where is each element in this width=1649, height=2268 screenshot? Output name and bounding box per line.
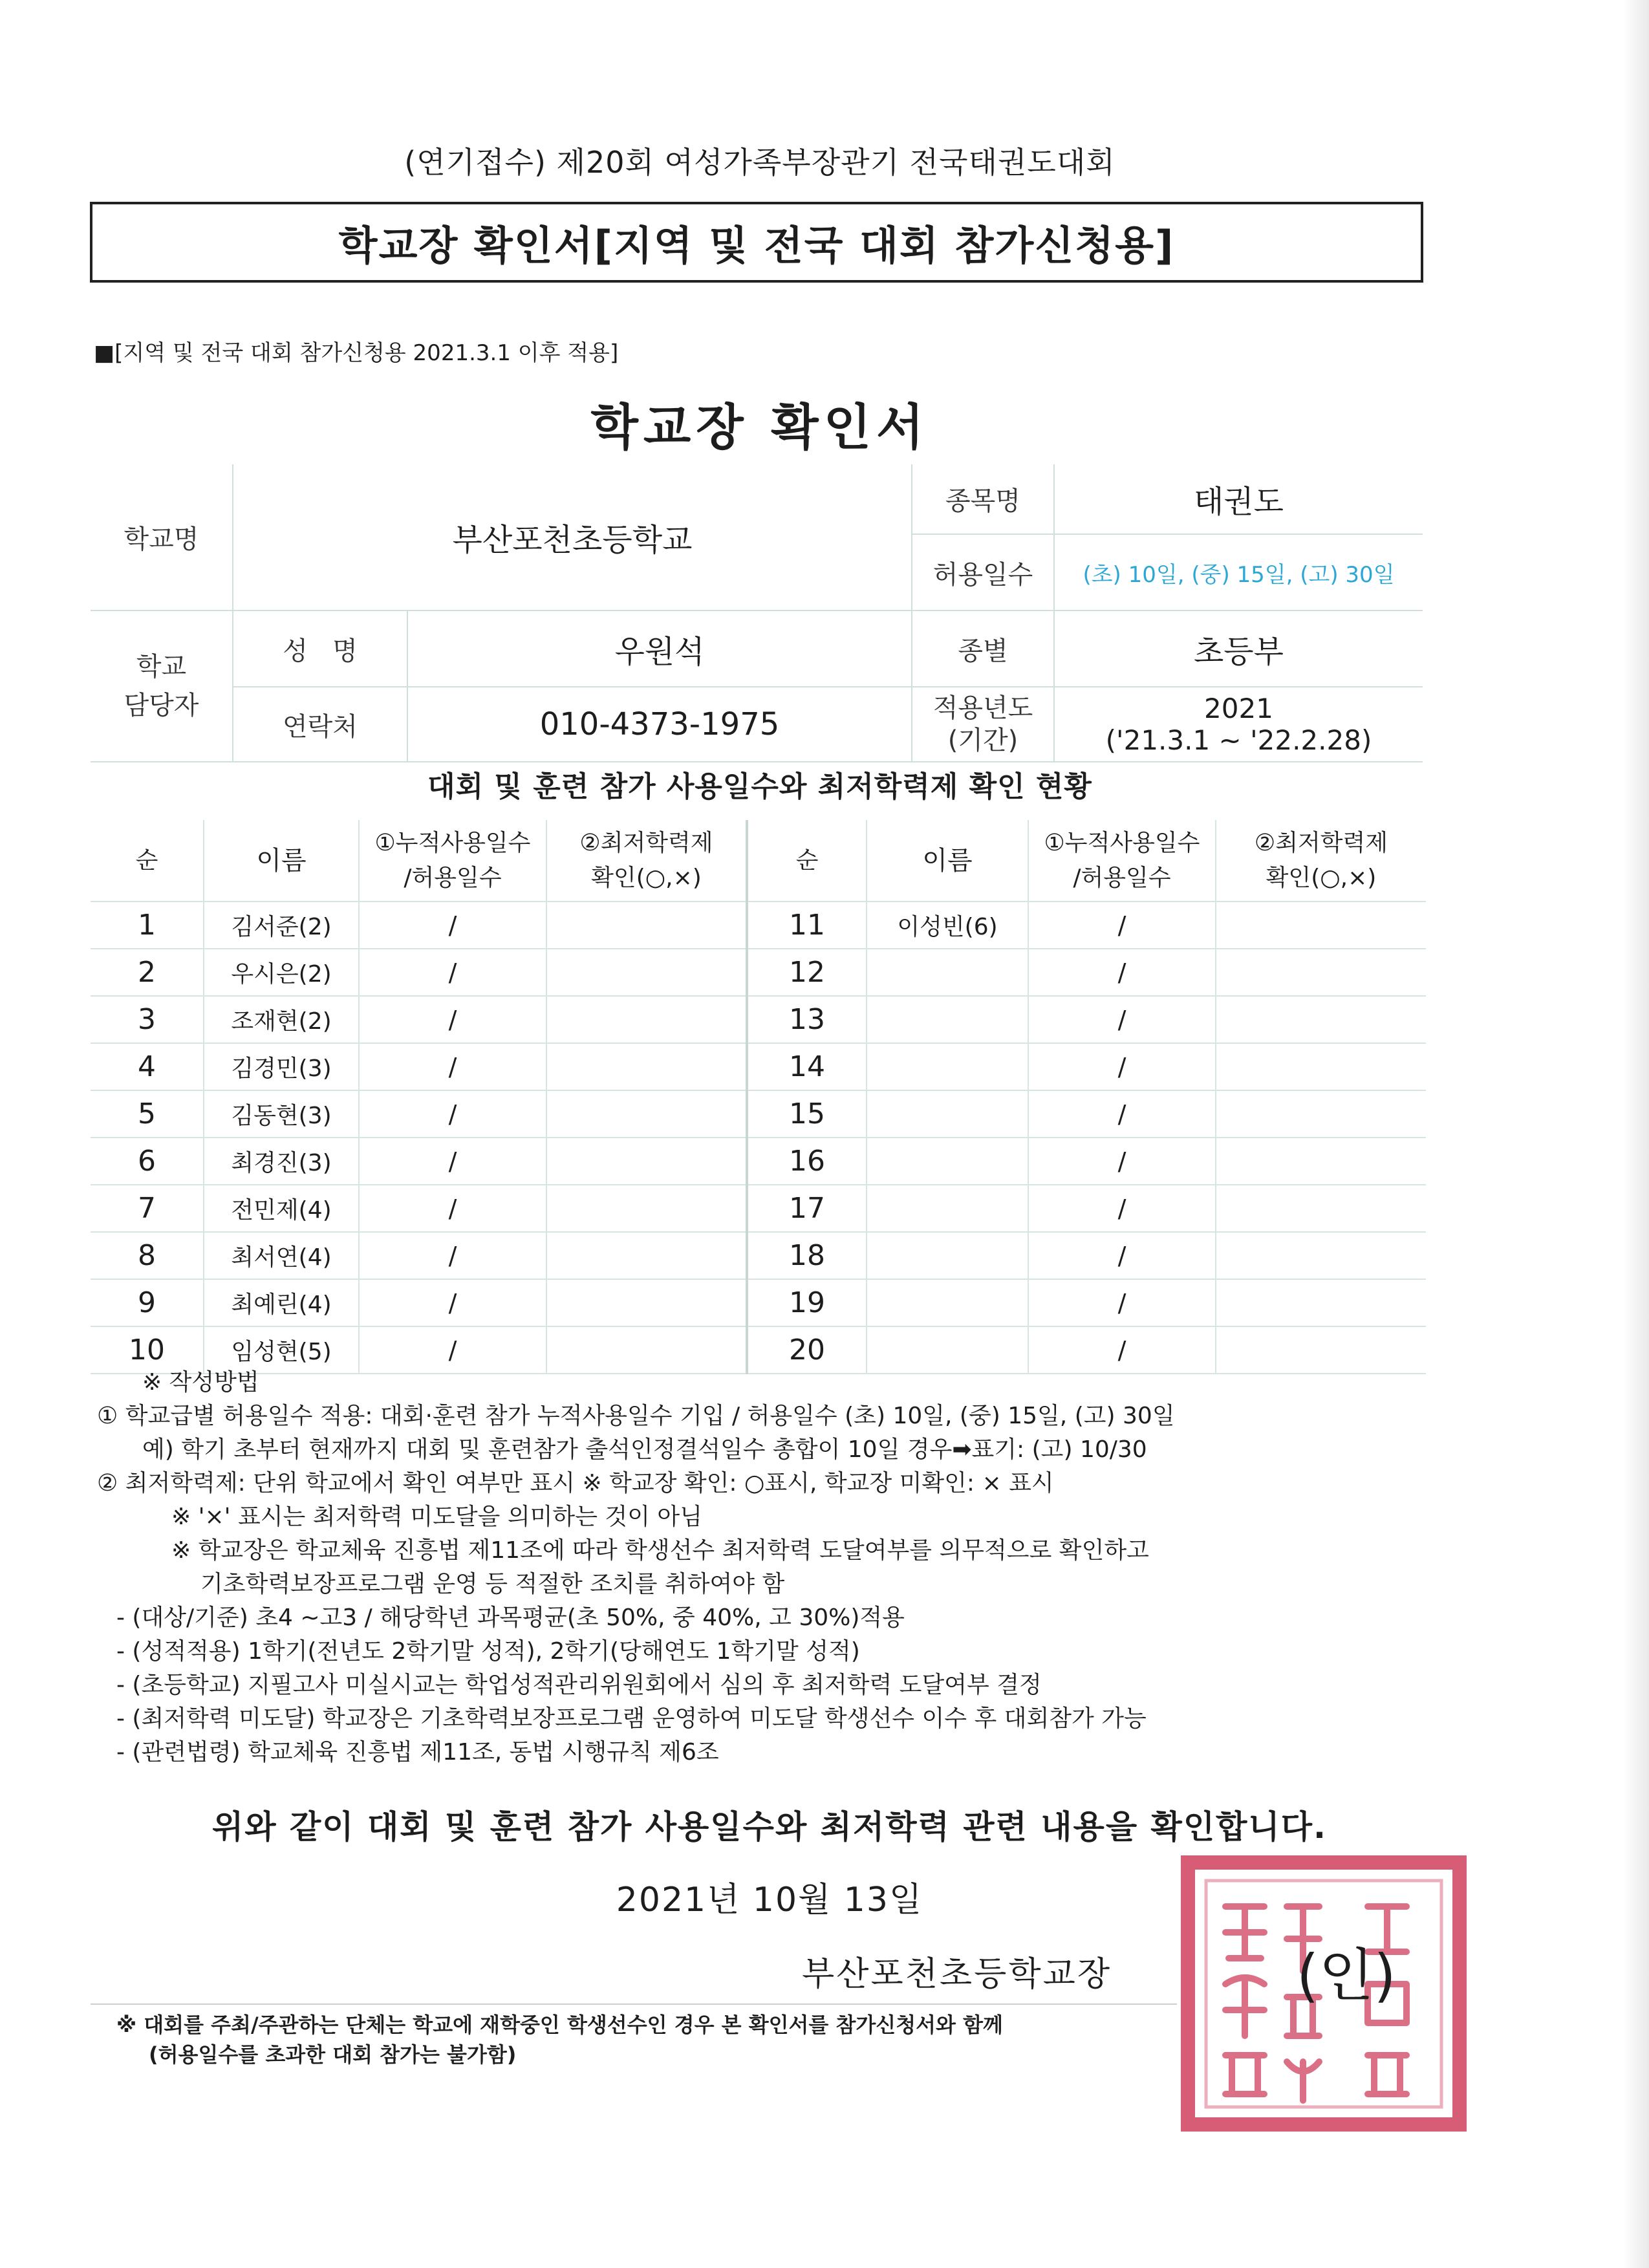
name-cell (867, 1090, 1028, 1138)
check-cell (1216, 1185, 1426, 1232)
days-cell: / (359, 1326, 546, 1374)
check-cell (1216, 949, 1426, 996)
days-cell: / (1028, 996, 1216, 1043)
name-cell: 이성빈(6) (867, 902, 1028, 949)
seq-cell: 8 (91, 1232, 204, 1279)
period-value: ('21.3.1 ~ '22.2.28) (1105, 724, 1372, 756)
table-row (91, 1138, 1426, 1185)
principal-name: 부산포천초등학교장 (802, 1955, 1112, 1994)
phone-value: 010-4373-1975 (407, 687, 912, 762)
name-cell: 김경민(3) (204, 1043, 359, 1090)
footer-note (116, 2010, 1003, 2069)
check-cell (546, 1232, 747, 1279)
seq-cell: 1 (91, 902, 204, 949)
year-label: 적용년도 (기간) (912, 687, 1054, 762)
table-row (91, 1090, 1426, 1138)
name-cell: 우시은(2) (204, 949, 359, 996)
days-cell: / (1028, 1279, 1216, 1326)
name-cell (867, 949, 1028, 996)
seq-cell: 20 (747, 1326, 867, 1374)
days-cell: / (1028, 902, 1216, 949)
days-cell: / (1028, 949, 1216, 996)
name-label: 성 명 (233, 610, 407, 687)
year-cell (1054, 687, 1423, 762)
method-line: - (관련법령) 학교체육 진흥법 제11조, 동법 시행규칙 제6조 (116, 1739, 719, 1766)
name-cell: 김서준(2) (204, 902, 359, 949)
page-edge (1623, 0, 1649, 2268)
name-value: 우원석 (407, 610, 912, 687)
header-days-right: ①누적사용일수 /허용일수 (1028, 820, 1216, 902)
header-days-left: ①누적사용일수 /허용일수 (359, 820, 546, 902)
check-cell (1216, 1090, 1426, 1138)
roster-table (91, 820, 1426, 1374)
table-row (91, 949, 1426, 996)
seq-cell: 16 (747, 1138, 867, 1185)
check-cell (1216, 1138, 1426, 1185)
division-label: 종별 (912, 610, 1054, 687)
check-cell (546, 1043, 747, 1090)
header-seq-right: 순 (747, 820, 867, 902)
check-cell (546, 949, 747, 996)
name-cell (867, 1279, 1028, 1326)
days-cell: / (359, 1279, 546, 1326)
name-cell: 최서연(4) (204, 1232, 359, 1279)
confirmation-statement: 위와 같이 대회 및 훈련 참가 사용일수와 최저학력 관련 내용을 확인합니다. (211, 1808, 1328, 1846)
method-line: - (최저학력 미도달) 학교장은 기초학력보장프로그램 운영하여 미도달 학생선수 이수 후 대회참가 가능 (116, 1705, 1147, 1732)
seq-cell: 4 (91, 1043, 204, 1090)
section-title: 대회 및 훈련 참가 사용일수와 최저학력제 확인 현황 (427, 770, 1092, 803)
check-cell (546, 902, 747, 949)
days-cell: / (359, 1043, 546, 1090)
seq-cell: 3 (91, 996, 204, 1043)
phone-label: 연락처 (233, 687, 407, 762)
header-academic-right: ②최저학력제 확인(○,×) (1216, 820, 1426, 902)
seq-cell: 17 (747, 1185, 867, 1232)
days-cell: / (359, 1090, 546, 1138)
check-cell (546, 996, 747, 1043)
seq-cell: 14 (747, 1043, 867, 1090)
days-cell: / (359, 949, 546, 996)
name-cell (867, 1138, 1028, 1185)
document-boxed-title: 학교장 확인서[지역 및 전국 대회 참가신청용] (90, 202, 1423, 283)
header-name-right: 이름 (867, 820, 1028, 902)
method-line: 예) 학기 초부터 현재까지 대회 및 훈련참가 출석인정결석일수 총합이 10일 경우➡표기: (고) 10/30 (142, 1436, 1147, 1463)
school-label: 학교명 (91, 464, 233, 610)
seq-cell: 18 (747, 1232, 867, 1279)
name-cell (867, 1185, 1028, 1232)
seq-cell: 15 (747, 1090, 867, 1138)
seal-mark-text: (인) (1297, 1942, 1396, 2009)
name-cell: 김동현(3) (204, 1090, 359, 1138)
days-cell: / (1028, 1138, 1216, 1185)
days-cell: / (359, 1185, 546, 1232)
days-cell: / (1028, 1326, 1216, 1374)
table-row (91, 1232, 1426, 1279)
footer-divider (91, 2003, 1177, 2005)
check-cell (1216, 1043, 1426, 1090)
method-line: ※ 학교장은 학교체육 진흥법 제11조에 따라 학생선수 최저학력 도달여부를 의무적으로 확인하고 (171, 1537, 1149, 1564)
seq-cell: 10 (91, 1326, 204, 1374)
contact-person-label: 학교 담당자 (91, 610, 233, 762)
name-cell (867, 996, 1028, 1043)
event-value: 태권도 (1054, 464, 1423, 534)
days-cell: / (1028, 1232, 1216, 1279)
header-name-left: 이름 (204, 820, 359, 902)
check-cell (1216, 1279, 1426, 1326)
competition-title: (연기접수) 제20회 여성가족부장관기 전국태권도대회 (404, 145, 1116, 180)
method-line: - (성적적용) 1학기(전년도 2학기말 성적), 2학기(당해연도 1학기말 성적) (116, 1638, 860, 1665)
check-cell (1216, 1232, 1426, 1279)
seq-cell: 11 (747, 902, 867, 949)
scope-note: ■[지역 및 전국 대회 참가신청용 2021.3.1 이후 적용] (94, 340, 619, 366)
footer-line: (허용일수를 초과한 대회 참가는 불가함) (149, 2042, 517, 2067)
method-line: - (초등학교) 지필고사 미실시교는 학업성적관리위원회에서 심의 후 최저학력 도달여부 결정 (116, 1672, 1042, 1698)
info-table (91, 464, 1423, 762)
method-line: ② 최저학력제: 단위 학교에서 확인 여부만 표시 ※ 학교장 확인: ○표시, 학교장 미확인: × 표시 (97, 1470, 1054, 1496)
school-value: 부산포천초등학교 (233, 464, 912, 610)
seq-cell: 19 (747, 1279, 867, 1326)
name-cell (867, 1232, 1028, 1279)
check-cell (546, 1279, 747, 1326)
seq-cell: 6 (91, 1138, 204, 1185)
name-cell: 최예린(4) (204, 1279, 359, 1326)
days-cell: / (1028, 1090, 1216, 1138)
header-academic-left: ②최저학력제 확인(○,×) (546, 820, 747, 902)
allowed-days-label: 허용일수 (912, 534, 1054, 610)
name-cell: 조재현(2) (204, 996, 359, 1043)
name-cell: 최경진(3) (204, 1138, 359, 1185)
table-row (91, 1279, 1426, 1326)
table-row (91, 996, 1426, 1043)
seq-cell: 5 (91, 1090, 204, 1138)
event-label: 종목명 (912, 464, 1054, 534)
seq-cell: 12 (747, 949, 867, 996)
seq-cell: 7 (91, 1185, 204, 1232)
check-cell (546, 1138, 747, 1185)
allowed-days-value: (초) 10일, (중) 15일, (고) 30일 (1054, 534, 1423, 610)
method-line: - (대상/기준) 초4 ~고3 / 해당학년 과목평균(초 50%, 중 40%, 고 30%)적용 (116, 1604, 905, 1631)
table-row (91, 1185, 1426, 1232)
method-line: ※ '×' 표시는 최저학력 미도달을 의미하는 것이 아님 (171, 1504, 702, 1530)
days-cell: / (1028, 1185, 1216, 1232)
check-cell (546, 1090, 747, 1138)
seq-cell: 13 (747, 996, 867, 1043)
header-seq-left: 순 (91, 820, 204, 902)
name-cell: 임성현(5) (204, 1326, 359, 1374)
days-cell: / (1028, 1043, 1216, 1090)
footer-line: ※ 대회를 주최/주관하는 단체는 학교에 재학중인 학생선수인 경우 본 확인서를 참가신청서와 함께 (116, 2013, 1003, 2037)
main-title: 학교장 확인서 (590, 398, 929, 456)
check-cell (546, 1185, 747, 1232)
name-cell (867, 1043, 1028, 1090)
days-cell: / (359, 996, 546, 1043)
method-line: 기초학력보장프로그램 운영 등 적절한 조치를 취하여야 함 (200, 1571, 785, 1597)
method-line: ① 학교급별 허용일수 적용: 대회·훈련 참가 누적사용일수 기입 / 허용일수 (초) 10일, (중) 15일, (고) 30일 (97, 1403, 1175, 1429)
check-cell (1216, 902, 1426, 949)
seq-cell: 9 (91, 1279, 204, 1326)
name-cell: 전민제(4) (204, 1185, 359, 1232)
days-cell: / (359, 1232, 546, 1279)
issue-date: 2021년 10월 13일 (616, 1881, 923, 1919)
check-cell (1216, 996, 1426, 1043)
writing-method (97, 1366, 1455, 1769)
method-title: ※ 작성방법 (142, 1369, 259, 1396)
seq-cell: 2 (91, 949, 204, 996)
table-row (91, 1043, 1426, 1090)
table-row (91, 902, 1426, 949)
year-value: 2021 (1204, 693, 1273, 724)
division-value: 초등부 (1054, 610, 1423, 687)
days-cell: / (359, 1138, 546, 1185)
days-cell: / (359, 902, 546, 949)
